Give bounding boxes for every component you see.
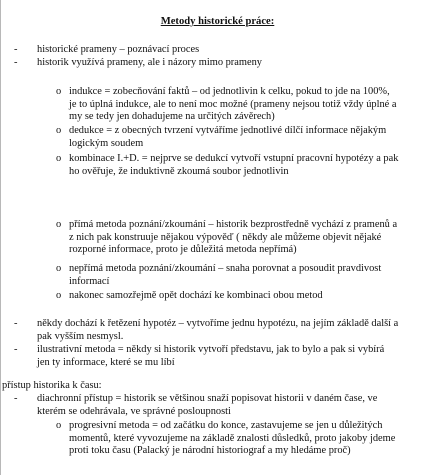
list-item: historické prameny – poznávací proces [37,44,200,55]
list-item-progressive: progresivní metoda = od začátku do konce, zastavujeme se jen u důležitých momentů, které vyvozujeme na základě znalosti důsledků, proto jakoby jdeme proti toku času (Palacký je národní historiograf a my hledáme proč) [69,420,396,456]
list-dash-marker: - [14,57,18,68]
list-item-combination: kombinace I.+D. = nejprve se dedukcí vytvoří vstupní pracovní hypotézy a pak ho ověřuje, že induktivně zkoumá soubor jednotlivin [69,153,399,177]
list-bullet-marker: o [56,290,62,301]
list-dash-marker: - [14,393,18,404]
list-bullet-marker: o [56,86,62,97]
list-item-deduction: dedukce = z obecných tvrzení vytváříme jednotlivé dílčí informace nějakým logickým soudem [69,125,387,149]
list-bullet-marker: o [56,219,62,230]
list-item-indirect-method: nepřímá metoda poznání/zkoumání – snaha porovnat a posoudit pravdivost informací [69,263,382,287]
list-item-diachronic: diachronní přístup = historik se většinou snaží popisovat historii v daném čase, ve kterém se odehrávala, ve správné posloupnosti [37,393,378,417]
list-dash-marker: - [14,318,18,329]
page-left-border [0,0,1,475]
list-item-induction: indukce = zobecňování faktů – od jednotlivin k celku, pokud to jde na 100%, je to úplná indukce, ale to není moc možné (prameny nejsou totiž vždy úplné a my se tedy jen dohadujeme na určitých závěrech) [69,86,397,122]
list-item-hypothesis-chain: někdy dochází k řetězení hypotéz – vytvoříme jednu hypotézu, na jejím základě další a pak vyšším nesmysl. [37,318,399,342]
list-dash-marker: - [14,344,18,355]
list-bullet-marker: o [56,125,62,136]
list-item-illustrative-method: ilustrativní metoda = někdy si historik vytvoří představu, jak to bylo a pak si vybírá jen ty informace, které se mu líbí [37,344,385,368]
list-item: historik využívá prameny, ale i názory mimo prameny [37,57,262,68]
list-bullet-marker: o [56,153,62,164]
list-dash-marker: - [14,44,18,55]
document-title: Metody historické práce: [160,16,275,27]
section-heading-time: přístup historika k času: [2,380,102,391]
list-bullet-marker: o [56,420,62,431]
list-bullet-marker: o [56,263,62,274]
list-item-combined-methods: nakonec samozřejmě opět dochází ke kombinaci obou metod [69,290,323,301]
list-item-direct-method: přímá metoda poznání/zkoumání – historik bezprostředně vychází z pramenů a z nich pak konstruuje nějakou výpověď ( někdy ale můžeme objevit nějaké rozporné informace, proto je důležitá metoda nepřímá) [69,219,398,255]
